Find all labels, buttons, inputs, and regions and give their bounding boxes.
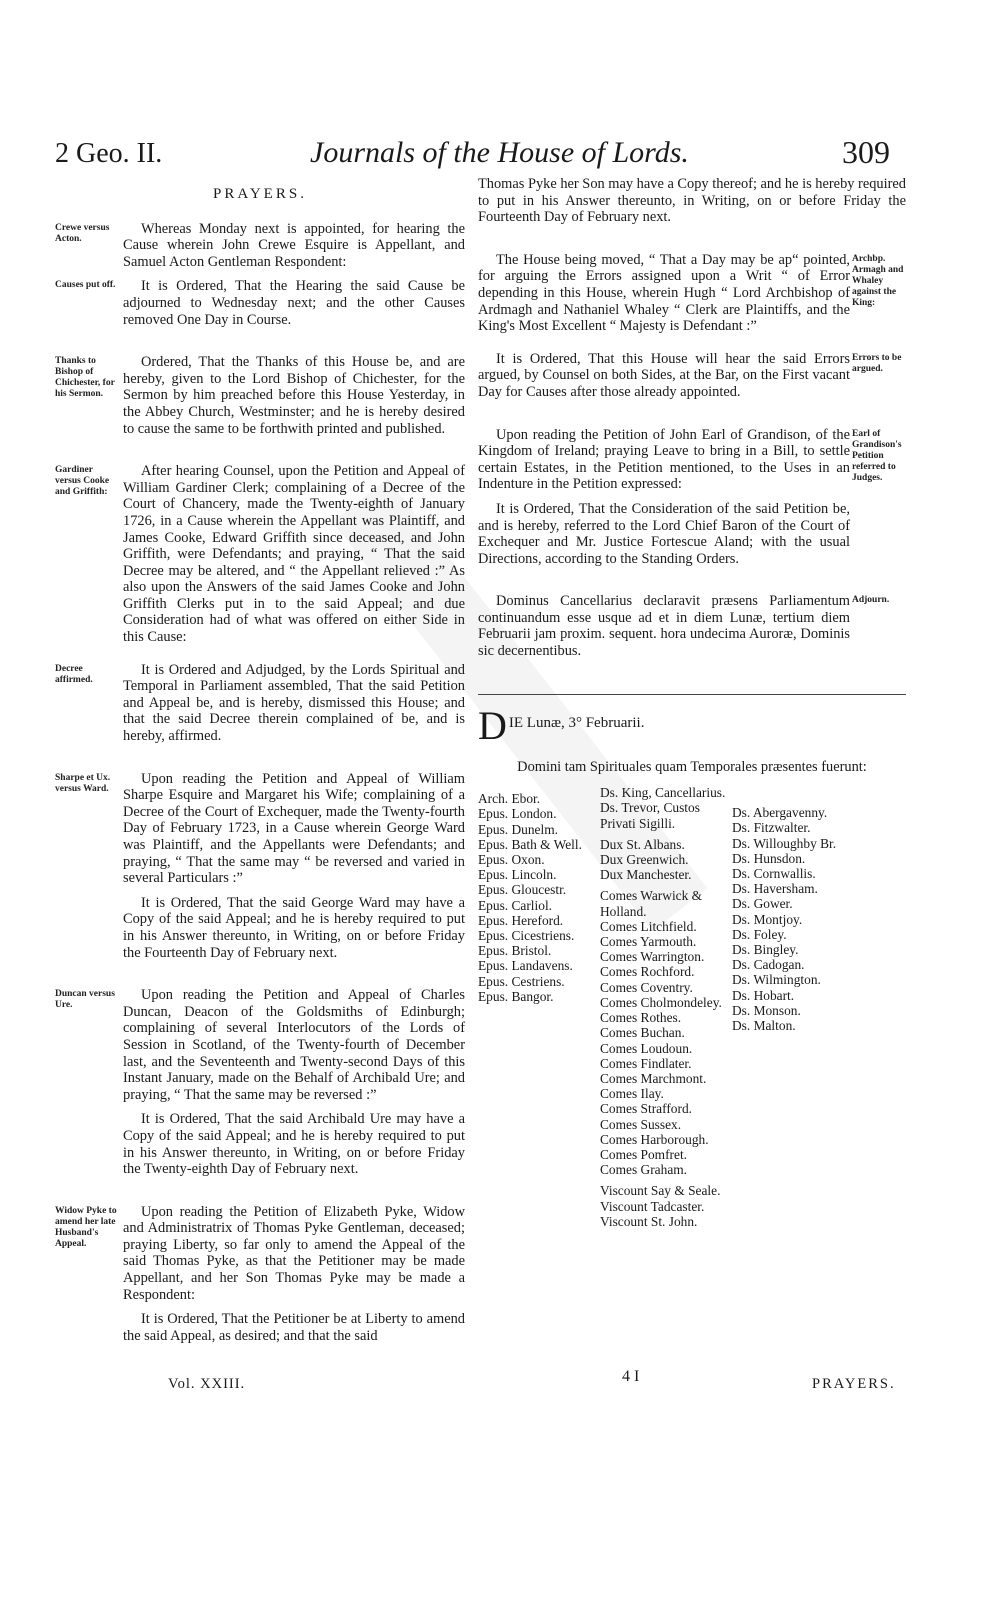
list-item: Comes Loudoun. — [600, 1040, 693, 1056]
entry-text: Upon reading the Petition of Elizabeth Pyke, Widow and Administratrix of Thomas Pyke Gentleman, deceased; praying Liberty, so far only to amend the Appeal of the said Thomas Pyke, as that the Petitioner may be made Appellant, and her Son Thomas Pyke may be made a Respondent: — [123, 1203, 465, 1303]
margin-note: Duncan versus Ure. — [55, 989, 115, 1011]
list-item: Comes Warwick & Holland. — [600, 888, 703, 919]
list-item: Ds. Abergavenny. — [732, 805, 828, 821]
entry-grandison-order — [478, 501, 906, 567]
list-item: Ds. Montjoy. — [732, 911, 803, 927]
margin-note: Crewe versus Acton. — [55, 222, 110, 244]
list-item: Comes Cholmondeley. — [600, 994, 722, 1010]
list-item: Ds. Hunsdon. — [732, 850, 806, 866]
header-title: Journals of the House of Lords. — [310, 136, 689, 169]
entry-text: It is Ordered, That the said Archibald Ure may have a Copy of the said Appeal; and he is hereby required to put in his Answer thereunto, in Writing, on or before Friday the Twenty-eighth Day of February next. — [123, 1111, 465, 1178]
day-heading — [478, 702, 906, 748]
list-item: Epus. Dunelm. — [478, 821, 558, 837]
entry-causes-put-off — [55, 278, 465, 328]
list-item: Ds. King, Cancellarius. — [600, 785, 726, 801]
entry-duncan-order — [55, 1111, 465, 1177]
list-item: Ds. Gower. — [732, 896, 793, 912]
present-line: Domini tam Spirituales quam Temporales præsentes fuerunt: — [517, 758, 867, 775]
entry-thanks-bishop — [55, 354, 465, 437]
list-item: Comes Pomfret. — [600, 1146, 688, 1162]
margin-note: Widow Pyke to amend her late Husband's Appeal. — [55, 1205, 117, 1249]
right-column — [478, 176, 906, 1229]
list-item: Comes Coventry. — [600, 979, 693, 995]
margin-note: Causes put off. — [55, 280, 116, 291]
entry-text: It is Ordered, That this House will hear the said Errors argued, by Counsel on both Sides, at the Bar, on the First vacant Day for Causes after those already appointed. — [478, 350, 850, 400]
entry-text: Dominus Cancellarius declaravit præsens Parliamentum continuandum esse usque ad et in diem Lunæ, tertium diem Februarii jam proxim. sequent. hora undecima Auroræ, Dominis sic decernentibus. — [478, 593, 850, 660]
list-item: Epus. Oxon. — [478, 852, 545, 868]
entry-text: It is Ordered, That the said George Ward may have a Copy of the said Appeal; and he is hereby required to put in his Answer thereunto, in Writing, on or before Friday the Fourteenth Day of February next. — [123, 894, 465, 961]
entry-text: Upon reading the Petition and Appeal of William Sharpe Esquire and Margaret his Wife; complaining of a Decree of the Court of Exchequer, made the Twenty-fourth Day of February 1723, in a Cause wherein George Ward was Plaintiff, and the Appellants were Defendants; and praying, “ That the same may “ be reversed and varied in several Particulars :” — [123, 770, 465, 887]
list-item: Comes Yarmouth. — [600, 934, 697, 950]
entry-widow-pyke — [55, 1204, 465, 1304]
list-item: Comes Warrington. — [600, 949, 705, 965]
left-column — [55, 176, 465, 1344]
margin-note: Errors to be argued. — [852, 352, 902, 374]
entry-sharpe-order — [55, 895, 465, 961]
running-header — [55, 132, 890, 174]
entry-crewe — [55, 221, 465, 271]
list-item: Epus. Lincoln. — [478, 867, 557, 883]
list-item: Comes Marchmont. — [600, 1070, 707, 1086]
list-item: Ds. Malton. — [732, 1018, 796, 1034]
list-item: Dux Greenwich. — [600, 852, 689, 868]
section-divider — [478, 694, 906, 695]
list-item: Comes Strafford. — [600, 1101, 692, 1117]
entry-decree-affirmed — [55, 662, 465, 745]
margin-note: Earl of Grandison's Petition referred to Judges. — [852, 428, 902, 483]
entry-text: Ordered, That the Thanks of this House be, and are hereby, given to the Lord Bishop of Chichester, for the Sermon by him preached before this House Yesterday, in the Abbey Church, Westminster; and he is hereby desired to cause the same to be forthwith printed and published. — [123, 354, 465, 437]
list-item: Ds. Willoughby Br. — [732, 835, 837, 851]
entry-errors-argued — [478, 351, 906, 401]
day-title: IE Lunæ, 3° Februarii. — [508, 714, 645, 731]
list-item: Epus. Hereford. — [478, 912, 564, 928]
list-item: Ds. Trevor, Custos Privati Sigilli. — [600, 800, 700, 831]
list-barons — [732, 805, 892, 1229]
list-item: Ds. Foley. — [732, 926, 787, 942]
margin-note: Thanks to Bishop of Chichester, for his Sermon. — [55, 356, 115, 400]
list-item: Ds. Haversham. — [732, 881, 818, 897]
entry-pyke-order — [55, 1311, 465, 1344]
list-item: Ds. Cadogan. — [732, 957, 805, 973]
list-item: Comes Findlater. — [600, 1055, 692, 1071]
list-item: Dux St. Albans. — [600, 836, 685, 852]
entry-sharpe — [55, 771, 465, 887]
entry-text: It is Ordered, That the Consideration of the said Petition be, and is hereby, referred to the Lord Chief Baron of the Court of Exchequer and Mr. Justice Fortescue Aland; with the usual Directions, according to the Standing Orders. — [478, 500, 850, 567]
list-item: Comes Harborough. — [600, 1131, 709, 1147]
margin-note: Decree affirmed. — [55, 663, 93, 685]
list-item: Epus. Landavens. — [478, 958, 573, 974]
list-item: Comes Graham. — [600, 1162, 688, 1178]
entry-text: Upon reading the Petition of John Earl of Grandison, of the Kingdom of Ireland; praying Leave to bring in a Bill, to settle certain Estates, in the Petition mentioned, to the Uses in an Indenture in the Petition expressed: — [478, 426, 850, 493]
entry-pyke-continuation — [478, 176, 906, 226]
list-item: Comes Sussex. — [600, 1116, 682, 1132]
list-item: Ds. Fitzwalter. — [732, 820, 811, 836]
list-item: Dux Manchester. — [600, 867, 692, 883]
list-item: Comes Ilay. — [600, 1086, 664, 1102]
list-item: Comes Rochford. — [600, 964, 695, 980]
entry-text: It is Ordered, That the Hearing the said Cause be adjourned to Wednesday next; and the other Causes removed One Day in Course. — [123, 278, 465, 328]
volume-label: Vol. XXIII. — [168, 1376, 246, 1392]
signature-mark: 4 I — [622, 1368, 640, 1385]
list-item: Ds. Cornwallis. — [732, 866, 816, 882]
entry-duncan — [55, 987, 465, 1103]
list-item: Epus. Gloucestr. — [478, 882, 567, 898]
list-item: Ds. Bingley. — [732, 942, 799, 958]
list-item: Viscount Say & Seale. — [600, 1183, 721, 1199]
list-item: Epus. Cicestriens. — [478, 928, 575, 944]
entry-text: Upon reading the Petition and Appeal of Charles Duncan, Deacon of the Goldsmiths of Edinburgh; complaining of several Interlocutors of the Lords of Session in Scotland, of the Twenty-fourth of December last, and the Seventeenth and Twenty-second Days of this Instant January, made on the Behalf of Archibald Ure; and praying, “ That the same may be reversed :” — [123, 987, 465, 1103]
list-clergy — [478, 791, 600, 1229]
header-regnal-year: 2 Geo. II. — [55, 138, 163, 169]
list-item: Epus. Bangor. — [478, 988, 554, 1004]
list-item: Ds. Wilmington. — [732, 972, 821, 988]
margin-note: Archbp. Armagh and Whaley against the King: — [852, 253, 904, 308]
page-number: 309 — [842, 134, 890, 170]
section-heading: PRAYERS. — [213, 186, 307, 202]
margin-note: Adjourn. — [852, 595, 890, 606]
list-item: Epus. Bristol. — [478, 943, 552, 959]
catchword: PRAYERS. — [812, 1376, 896, 1392]
list-item: Epus. Cestriens. — [478, 973, 565, 989]
list-item: Viscount Tadcaster. — [600, 1198, 705, 1214]
list-item: Comes Litchfield. — [600, 918, 697, 934]
drop-cap: D — [478, 702, 507, 748]
entry-text: It is Ordered and Adjudged, by the Lords Spiritual and Temporal in Parliament assembled, That the said Petition and Appeal be, and is hereby, dismissed this House; and that the said Decree therein complained of be, and is hereby, affirmed. — [123, 661, 465, 745]
list-item: Comes Rothes. — [600, 1010, 682, 1026]
entry-text: After hearing Counsel, upon the Petition and Appeal of William Gardiner Clerk; complaining of a Decree of the Court of Chancery, made the Twenty-eighth of January 1726, in a Cause wherein the Appellant was Plaintiff, and James Cooke, Edward Griffith since deceased, and John Griffith, were Defendants; and praying, “ That the said Decree may be altered, and “ the Appellant relieved :” As also upon the Answers of the said James Cooke and John Griffith Clerks put in to the said Appeal; and due Consideration had of what was offered on either Side in this Cause: — [123, 463, 465, 646]
entry-gardiner — [55, 463, 465, 646]
entry-grandison — [478, 427, 906, 493]
margin-note: Gardiner versus Cooke and Griffith: — [55, 465, 110, 498]
entry-text: Whereas Monday next is appointed, for hearing the Cause wherein John Crewe Esquire is Appellant, and Samuel Acton Gentleman Respondent: — [123, 220, 465, 270]
list-item: Comes Buchan. — [600, 1025, 685, 1041]
list-item: Viscount St. John. — [600, 1213, 698, 1229]
list-item: Epus. Bath & Well. — [478, 836, 582, 852]
entry-adjourn — [478, 593, 906, 659]
margin-note: Sharpe et Ux. versus Ward. — [55, 772, 111, 794]
list-item: Ds. Monson. — [732, 1002, 801, 1018]
list-item: Ds. Hobart. — [732, 987, 795, 1003]
list-item: Epus. London. — [478, 806, 557, 822]
list-officers-earls — [600, 785, 732, 1229]
entry-text: Thomas Pyke her Son may have a Copy thereof; and he is hereby required to put in his Answer thereunto, in Writing, on or before Friday the Fourteenth Day of February next. — [478, 176, 906, 226]
attendance-lists — [478, 785, 906, 1229]
entry-armagh — [478, 252, 906, 335]
entry-text: It is Ordered, That the Petitioner be at Liberty to amend the said Appeal, as desired; and that the said — [123, 1311, 465, 1344]
list-item: Epus. Carliol. — [478, 897, 553, 913]
list-item: Arch. Ebor. — [478, 791, 541, 807]
entry-text: The House being moved, “ That a Day may be ap“ pointed, for arguing the Errors assigned upon a Writ “ of Error depending in this House, wherein Hugh “ Lord Archbishop of Ardmagh and Nathaniel Whaley “ Clerk are Plaintiffs, and the King's Most Excellent “ Majesty is Defendant :” — [478, 251, 850, 335]
